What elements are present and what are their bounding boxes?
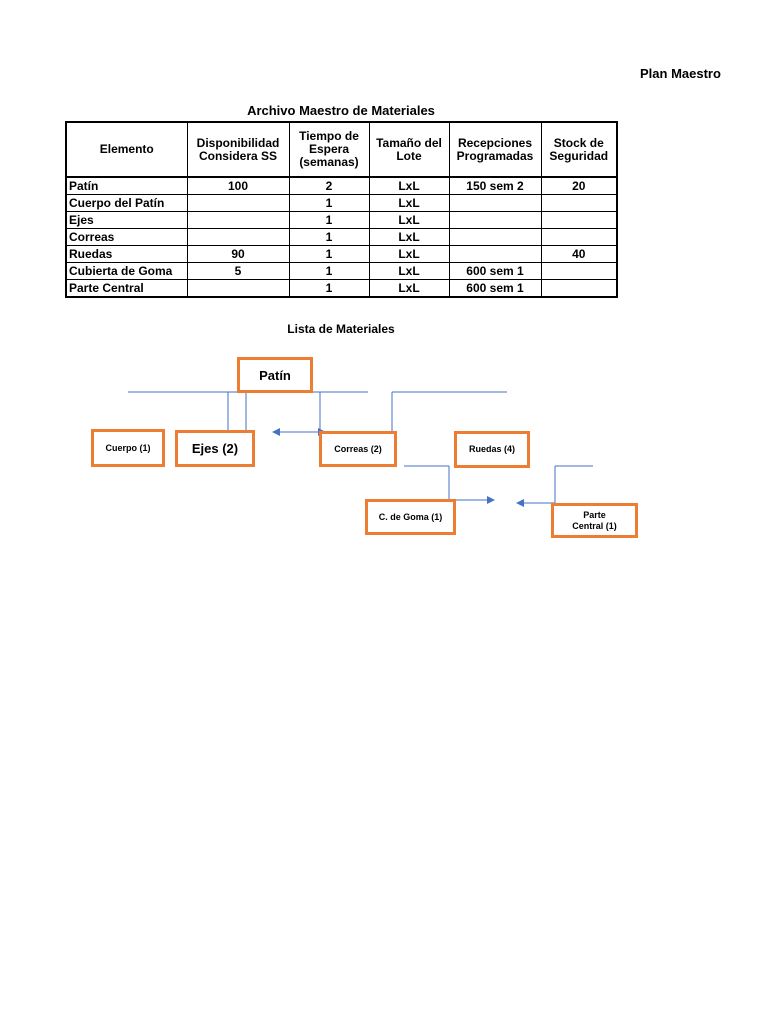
cell-tamano-lote: LxL xyxy=(369,177,449,195)
cell-tamano-lote: LxL xyxy=(369,246,449,263)
node-cuerpo: Cuerpo (1) xyxy=(91,429,165,467)
cell-tiempo-espera: 1 xyxy=(289,280,369,298)
cell-elemento: Cuerpo del Patín xyxy=(66,195,187,212)
cell-tiempo-espera: 2 xyxy=(289,177,369,195)
node-parte-central: Parte Central (1) xyxy=(551,503,638,538)
cell-tiempo-espera: 1 xyxy=(289,246,369,263)
arrowhead xyxy=(487,496,495,504)
node-patin: Patín xyxy=(237,357,313,393)
lista-materiales-title: Lista de Materiales xyxy=(287,322,395,336)
cell-recepciones: 150 sem 2 xyxy=(449,177,541,195)
cell-tamano-lote: LxL xyxy=(369,212,449,229)
cell-disponibilidad: 5 xyxy=(187,263,289,280)
col-header-recepciones: Recepciones Programadas xyxy=(449,122,541,177)
col-header-disponibilidad: Disponibilidad Considera SS xyxy=(187,122,289,177)
cell-elemento: Cubierta de Goma xyxy=(66,263,187,280)
col-header-stock-seguridad: Stock de Seguridad xyxy=(541,122,617,177)
cell-elemento: Patín xyxy=(66,177,187,195)
col-header-tiempo-espera: Tiempo de Espera (semanas) xyxy=(289,122,369,177)
cell-tiempo-espera: 1 xyxy=(289,229,369,246)
node-cubierta-goma: C. de Goma (1) xyxy=(365,499,456,535)
cell-disponibilidad: 100 xyxy=(187,177,289,195)
cell-tamano-lote: LxL xyxy=(369,195,449,212)
cell-tamano-lote: LxL xyxy=(369,229,449,246)
arrowhead xyxy=(516,499,524,507)
col-header-elemento: Elemento xyxy=(66,122,187,177)
cell-elemento: Ruedas xyxy=(66,246,187,263)
node-ejes: Ejes (2) xyxy=(175,430,255,467)
node-correas: Correas (2) xyxy=(319,431,397,467)
plan-title: Plan Maestro xyxy=(640,66,721,81)
cell-recepciones: 600 sem 1 xyxy=(449,263,541,280)
cell-elemento: Ejes xyxy=(66,212,187,229)
archivo-maestro-title: Archivo Maestro de Materiales xyxy=(247,103,435,118)
cell-disponibilidad: 90 xyxy=(187,246,289,263)
cell-tamano-lote: LxL xyxy=(369,263,449,280)
cell-recepciones: 600 sem 1 xyxy=(449,280,541,298)
cell-tamano-lote: LxL xyxy=(369,280,449,298)
cell-elemento: Parte Central xyxy=(66,280,187,298)
arrowhead xyxy=(272,428,280,436)
cell-tiempo-espera: 1 xyxy=(289,263,369,280)
cell-elemento: Correas xyxy=(66,229,187,246)
col-header-tamano-lote: Tamaño del Lote xyxy=(369,122,449,177)
cell-stock-seguridad: 20 xyxy=(541,177,617,195)
cell-tiempo-espera: 1 xyxy=(289,212,369,229)
cell-tiempo-espera: 1 xyxy=(289,195,369,212)
node-ruedas: Ruedas (4) xyxy=(454,431,530,468)
cell-stock-seguridad: 40 xyxy=(541,246,617,263)
